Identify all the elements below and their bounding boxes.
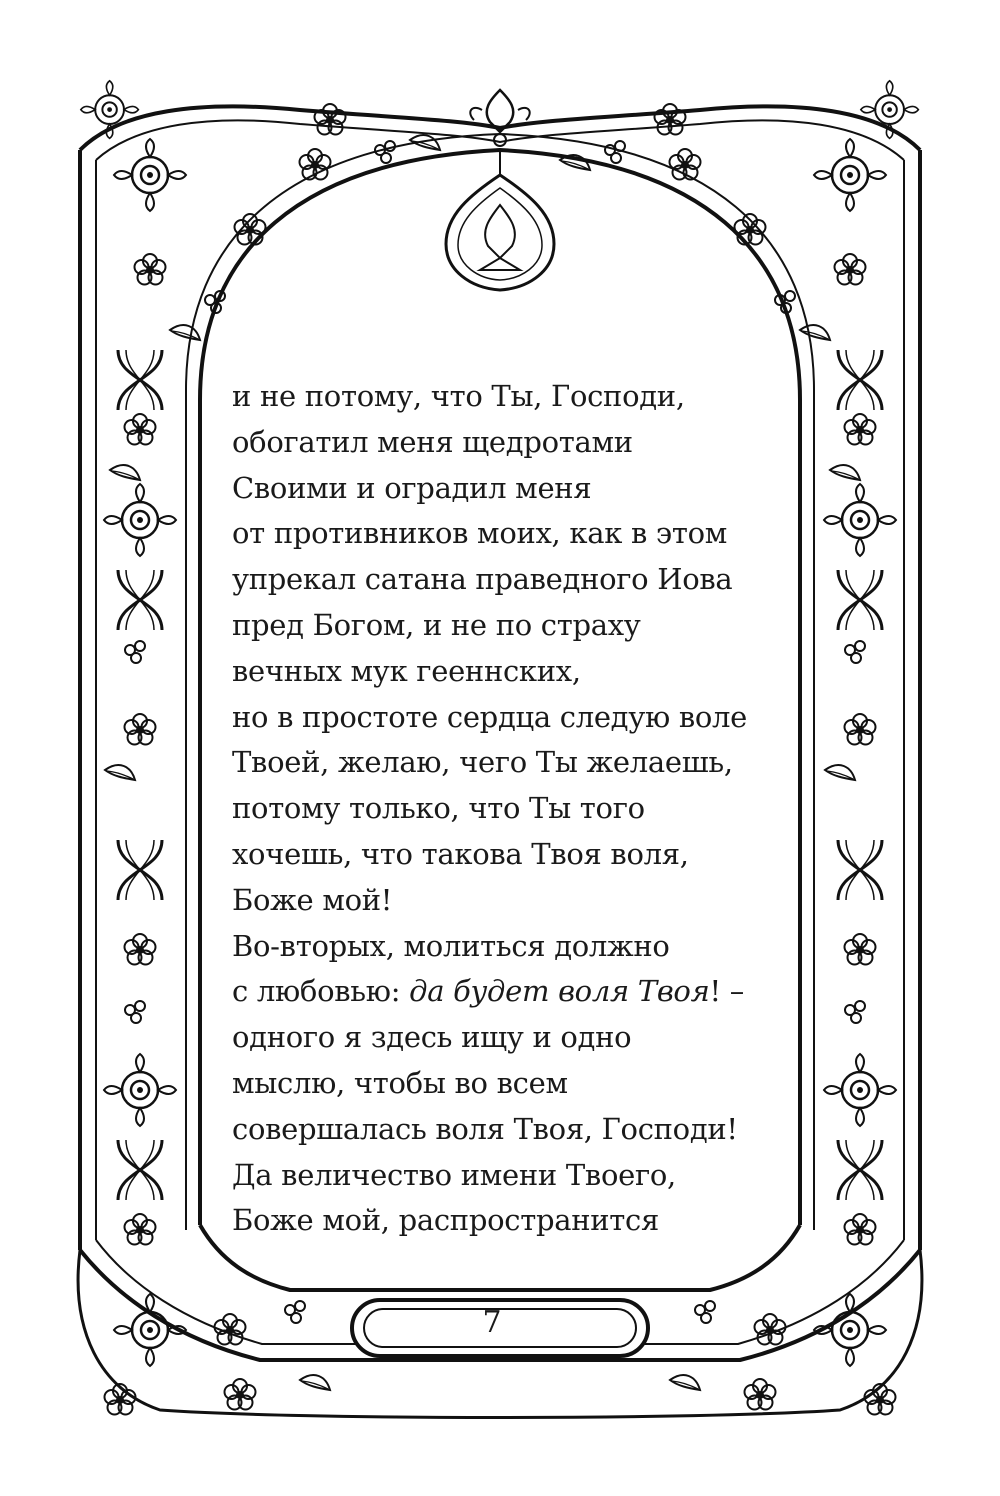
text-line: упрекал сатана праведного Иова xyxy=(232,562,733,597)
text-line: от противников моих, как в этом xyxy=(232,516,728,551)
text-line: и не потому, что Ты, Господи, xyxy=(232,379,685,413)
text-line: вечных мук гееннских, xyxy=(232,653,581,688)
text-line: но в простоте сердца следую воле xyxy=(232,699,748,734)
page-number: 7 xyxy=(482,1305,502,1340)
text-line: обогатил меня щедротами xyxy=(232,424,633,459)
text-line: Своими и оградил меня xyxy=(232,470,592,505)
text-line: Боже мой! xyxy=(232,882,393,917)
text-segment: ! – xyxy=(709,974,744,1009)
italic-quote: да будет воля Твоя xyxy=(409,974,710,1009)
text-line: Твоей, желаю, чего Ты желаешь, xyxy=(232,745,733,780)
text-line: хочешь, что такова Твоя воля, xyxy=(232,836,689,871)
text-line: пред Богом, и не по страху xyxy=(232,607,641,642)
text-line: совершалась воля Твоя, Господи! xyxy=(232,1111,738,1146)
text-line: потому только, что Ты того xyxy=(232,791,645,826)
body-text xyxy=(232,374,772,1244)
text-line: Во-вторых, молиться должно xyxy=(232,928,670,963)
text-line: Боже мой, распространится xyxy=(232,1203,659,1238)
text-line: Да величество имени Твоего, xyxy=(232,1157,676,1192)
text-line: мыслю, чтобы во всем xyxy=(232,1065,568,1100)
text-line-mixed xyxy=(232,969,772,1015)
text-line: одного я здесь ищу и одно xyxy=(232,1020,632,1055)
text-segment: с любовью: xyxy=(232,974,410,1009)
